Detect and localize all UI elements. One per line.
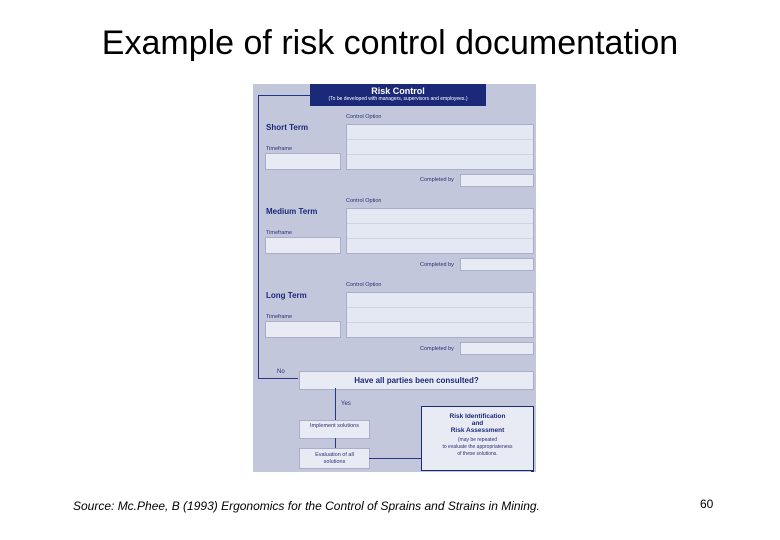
section-title-long: Long Term bbox=[266, 291, 307, 300]
flow-line-top bbox=[258, 95, 310, 96]
control-option-label: Control Option bbox=[346, 282, 382, 288]
flow-line-left bbox=[258, 95, 259, 379]
form-header bbox=[310, 84, 486, 106]
timeframe-field-short[interactable] bbox=[265, 153, 341, 170]
slide-title: Example of risk control documentation bbox=[101, 24, 679, 62]
timeframe-label: Timeframe bbox=[266, 314, 293, 320]
timeframe-field-long[interactable] bbox=[265, 321, 341, 338]
completed-by-field-short[interactable] bbox=[460, 174, 534, 187]
no-label: No bbox=[277, 369, 285, 375]
completed-by-field-long[interactable] bbox=[460, 342, 534, 355]
flow-line-yes bbox=[335, 388, 336, 420]
section-title-medium: Medium Term bbox=[266, 207, 318, 216]
form-header-subtitle: (To be developed with managers, supervisors and employees.) bbox=[328, 96, 468, 102]
timeframe-field-medium[interactable] bbox=[265, 237, 341, 254]
ra-note3: of these solutions. bbox=[457, 451, 498, 457]
timeframe-label: Timeframe bbox=[266, 146, 293, 152]
completed-by-label: Completed by bbox=[420, 346, 454, 352]
source-citation: Source: Mc.Phee, B (1993) Ergonomics for the Control of Sprains and Strains in Mining. bbox=[73, 499, 540, 513]
flow-line-no bbox=[258, 378, 298, 379]
implement-solutions-box bbox=[299, 420, 370, 439]
risk-control-form bbox=[253, 84, 536, 472]
timeframe-label: Timeframe bbox=[266, 230, 293, 236]
evaluation-box bbox=[299, 448, 370, 469]
control-option-label: Control Option bbox=[346, 114, 382, 120]
control-option-field-short[interactable] bbox=[346, 124, 534, 170]
completed-by-label: Completed by bbox=[420, 262, 454, 268]
consultation-question: Have all parties been consulted? bbox=[354, 376, 479, 385]
implement-solutions-label: Implement solutions bbox=[310, 423, 359, 429]
evaluation-label: Evaluation of all solutions bbox=[315, 452, 354, 465]
ra-line1: Risk Identification bbox=[449, 413, 506, 420]
yes-label: Yes bbox=[341, 401, 351, 407]
section-title-short: Short Term bbox=[266, 123, 309, 132]
page-number: 60 bbox=[700, 497, 714, 511]
form-header-title: Risk Control bbox=[371, 86, 425, 96]
ra-line3: Risk Assessment bbox=[450, 427, 505, 434]
flow-line-evaluate bbox=[335, 438, 336, 448]
control-option-field-long[interactable] bbox=[346, 292, 534, 338]
ra-note1: (may be repeated bbox=[457, 437, 498, 443]
flow-line-to-assessment bbox=[369, 458, 421, 459]
risk-assessment-box bbox=[421, 406, 534, 471]
control-option-label: Control Option bbox=[346, 198, 382, 204]
completed-by-label: Completed by bbox=[420, 177, 454, 183]
ra-note2: to evaluate the appropriateness bbox=[442, 444, 513, 450]
ra-line2: and bbox=[471, 420, 484, 427]
completed-by-field-medium[interactable] bbox=[460, 258, 534, 271]
control-option-field-medium[interactable] bbox=[346, 208, 534, 254]
